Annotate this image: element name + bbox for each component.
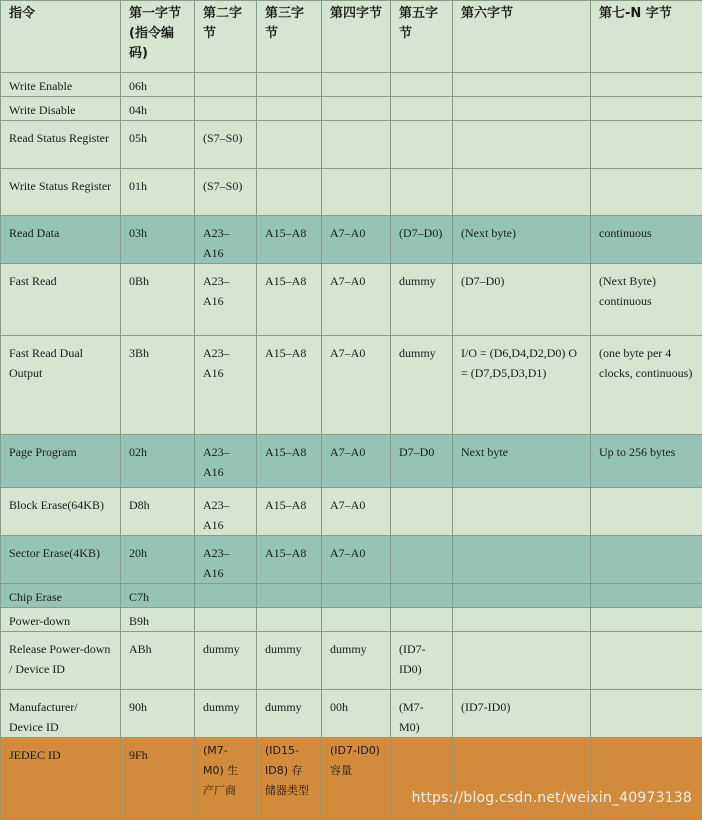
table-cell: dummy <box>257 690 322 738</box>
table-cell <box>391 169 453 216</box>
table-cell: C7h <box>121 584 195 608</box>
table-cell: A7–A0 <box>322 488 391 536</box>
table-cell: Up to 256 bytes <box>591 435 702 488</box>
table-cell <box>391 536 453 584</box>
table-cell: 3Bh <box>121 336 195 435</box>
table-cell <box>257 121 322 169</box>
table-cell: dummy <box>391 264 453 336</box>
header-cell: 指令 <box>1 1 121 73</box>
table-cell <box>591 584 702 608</box>
table-cell <box>453 632 591 690</box>
table-cell <box>322 121 391 169</box>
table-cell: Power-down <box>1 608 121 632</box>
table-row <box>1 584 702 608</box>
table-cell: Manufacturer/ Device ID <box>1 690 121 738</box>
table-cell: (Next byte) <box>453 216 591 264</box>
table-cell: (ID7-ID0) <box>391 632 453 690</box>
table-cell: (S7–S0) <box>195 121 257 169</box>
table-cell <box>453 738 591 820</box>
table-cell: D8h <box>121 488 195 536</box>
table-cell <box>591 632 702 690</box>
table-cell <box>195 97 257 121</box>
table-cell: 06h <box>121 73 195 97</box>
table-cell: 04h <box>121 97 195 121</box>
table-cell <box>391 97 453 121</box>
table-cell: Sector Erase(4KB) <box>1 536 121 584</box>
table-row <box>1 169 702 216</box>
table-cell <box>591 121 702 169</box>
table-cell: (D7–D0) <box>391 216 453 264</box>
table-cell: (ID7-ID0) 容量 <box>322 738 391 820</box>
table-cell: I/O = (D6,D4,D2,D0) O = (D7,D5,D3,D1) <box>453 336 591 435</box>
table-cell: A23–A16 <box>195 488 257 536</box>
table-cell: Next byte <box>453 435 591 488</box>
table-cell <box>453 121 591 169</box>
table-cell <box>591 97 702 121</box>
watermark: https://blog.csdn.net/weixin_40973138 <box>412 790 692 806</box>
table-cell <box>391 121 453 169</box>
table-cell: 01h <box>121 169 195 216</box>
table-cell: A7–A0 <box>322 435 391 488</box>
table-cell: 9Fh <box>121 738 195 820</box>
table-row <box>1 632 702 690</box>
table-cell <box>591 690 702 738</box>
table-cell: 0Bh <box>121 264 195 336</box>
table-cell: A15–A8 <box>257 536 322 584</box>
table-cell: Chip Erase <box>1 584 121 608</box>
table-cell: Write Disable <box>1 97 121 121</box>
table-cell: 00h <box>322 690 391 738</box>
table-cell: A23–A16 <box>195 264 257 336</box>
header-cell: 第四字节 <box>322 1 391 73</box>
table-row <box>1 97 702 121</box>
table-cell: Write Status Register <box>1 169 121 216</box>
table-cell <box>322 584 391 608</box>
table-row <box>1 536 702 584</box>
table-cell: dummy <box>195 690 257 738</box>
table-cell: A23–A16 <box>195 536 257 584</box>
table-cell: (one byte per 4 clocks, continuous) <box>591 336 702 435</box>
table-cell: Block Erase(64KB) <box>1 488 121 536</box>
table-cell: ABh <box>121 632 195 690</box>
table-cell: JEDEC ID <box>1 738 121 820</box>
table-cell <box>591 169 702 216</box>
table-cell <box>391 73 453 97</box>
table-cell: 02h <box>121 435 195 488</box>
table-row <box>1 435 702 488</box>
table-cell: B9h <box>121 608 195 632</box>
table-cell: Release Power-down / Device ID <box>1 632 121 690</box>
table-row <box>1 73 702 97</box>
table-cell <box>591 73 702 97</box>
table-cell: (M7-M0) 生产厂商 <box>195 738 257 820</box>
table-cell <box>591 738 702 820</box>
table-cell: dummy <box>322 632 391 690</box>
table-cell: (M7-M0) <box>391 690 453 738</box>
table-cell <box>453 488 591 536</box>
table-cell <box>591 536 702 584</box>
table-cell: (D7–D0) <box>453 264 591 336</box>
table-cell: D7–D0 <box>391 435 453 488</box>
table-cell: (ID7-ID0) <box>453 690 591 738</box>
table-row <box>1 738 702 820</box>
table-cell: A15–A8 <box>257 435 322 488</box>
table-cell <box>591 608 702 632</box>
table-cell <box>391 584 453 608</box>
header-row <box>1 1 702 73</box>
table-row <box>1 488 702 536</box>
table-cell: Page Program <box>1 435 121 488</box>
table-cell: A15–A8 <box>257 488 322 536</box>
table-cell <box>257 584 322 608</box>
table-row <box>1 690 702 738</box>
table-cell: (S7–S0) <box>195 169 257 216</box>
table-cell <box>391 738 453 820</box>
table-row <box>1 121 702 169</box>
table-cell: continuous <box>591 216 702 264</box>
table-cell <box>195 584 257 608</box>
table-cell <box>322 608 391 632</box>
table-cell <box>322 169 391 216</box>
header-cell: 第七-N 字节 <box>591 1 702 73</box>
table-cell <box>257 97 322 121</box>
table-cell <box>257 73 322 97</box>
table-cell: A7–A0 <box>322 216 391 264</box>
table-cell: A7–A0 <box>322 264 391 336</box>
table-cell: dummy <box>195 632 257 690</box>
table-cell: 03h <box>121 216 195 264</box>
table-cell: Read Data <box>1 216 121 264</box>
table-cell <box>391 488 453 536</box>
table-cell <box>322 73 391 97</box>
table-cell: A7–A0 <box>322 536 391 584</box>
table-cell: (ID15-ID8) 存储器类型 <box>257 738 322 820</box>
table-cell: dummy <box>391 336 453 435</box>
table-cell <box>453 608 591 632</box>
table-cell: A15–A8 <box>257 216 322 264</box>
header-cell: 第六字节 <box>453 1 591 73</box>
table-cell <box>453 73 591 97</box>
table-cell: A7–A0 <box>322 336 391 435</box>
table-cell: Read Status Register <box>1 121 121 169</box>
table-cell: (Next Byte) continuous <box>591 264 702 336</box>
table-row <box>1 264 702 336</box>
table-cell: 20h <box>121 536 195 584</box>
table-cell: A15–A8 <box>257 264 322 336</box>
table-cell: A15–A8 <box>257 336 322 435</box>
header-cell: 第五字节 <box>391 1 453 73</box>
table-cell: A23–A16 <box>195 216 257 264</box>
table-cell <box>591 488 702 536</box>
table-cell <box>195 73 257 97</box>
table-cell: 90h <box>121 690 195 738</box>
table-cell <box>195 608 257 632</box>
table-cell <box>391 608 453 632</box>
table-cell <box>257 608 322 632</box>
table-cell: 05h <box>121 121 195 169</box>
header-cell: 第三字节 <box>257 1 322 73</box>
table-cell: Fast Read Dual Output <box>1 336 121 435</box>
table-row <box>1 608 702 632</box>
table-cell <box>453 536 591 584</box>
table-cell <box>322 97 391 121</box>
table-cell: A23–A16 <box>195 336 257 435</box>
table-cell <box>453 97 591 121</box>
table-cell: Fast Read <box>1 264 121 336</box>
table-row <box>1 336 702 435</box>
table-cell <box>257 169 322 216</box>
table-row <box>1 216 702 264</box>
table-cell: dummy <box>257 632 322 690</box>
header-cell: 第二字节 <box>195 1 257 73</box>
table-cell: A23–A16 <box>195 435 257 488</box>
header-cell: 第一字节(指令编码) <box>121 1 195 73</box>
table-cell <box>453 584 591 608</box>
table-cell <box>453 169 591 216</box>
table-cell: Write Enable <box>1 73 121 97</box>
